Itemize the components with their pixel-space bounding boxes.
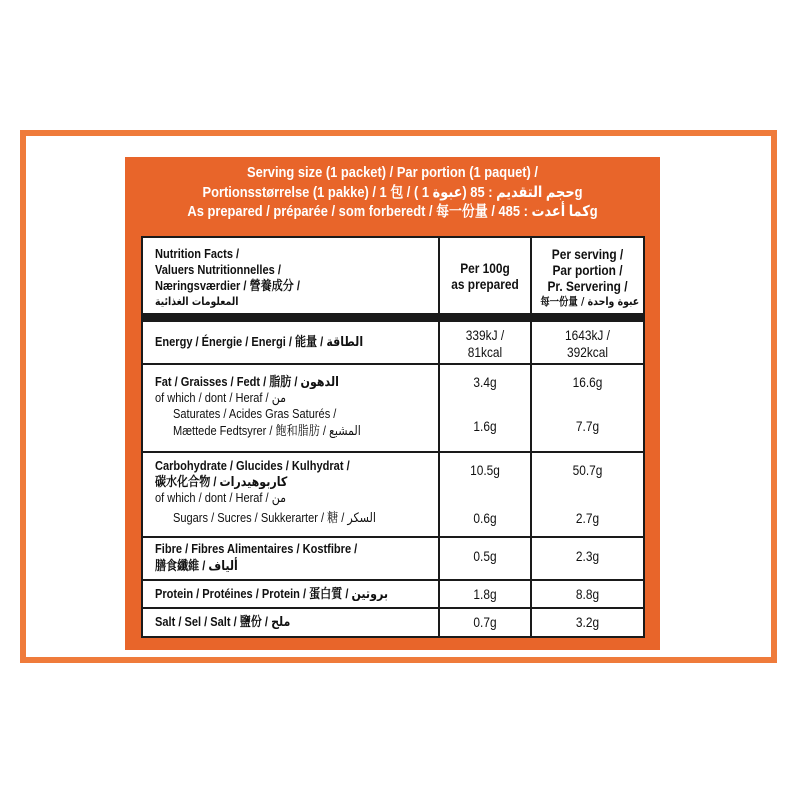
fibre-serving: 2.3g <box>575 548 600 564</box>
protein-serving: 8.8g <box>575 586 600 602</box>
nutrition-table <box>141 236 645 638</box>
sugars-serving: 2.7g <box>575 510 600 526</box>
fibre-label-2: 膳食纖維 / ألياف <box>155 558 238 573</box>
row-divider-protein <box>143 607 643 609</box>
protein-label: Protein / Protéines / Protein / 蛋白質 / بروتين <box>155 586 388 601</box>
column-divider-1 <box>438 238 440 636</box>
header-divider <box>143 313 643 322</box>
row-divider-carb <box>143 536 643 538</box>
fat-of-which-label: of which / dont / Heraf / من <box>155 390 287 405</box>
serving-size-header <box>162 163 622 222</box>
per-100g-header-2: as prepared <box>451 276 519 292</box>
protein-per100: 1.8g <box>473 586 497 602</box>
salt-per100: 0.7g <box>473 614 497 630</box>
energy-per100-kj: 339kJ / <box>465 327 505 343</box>
carbohydrate-per100: 10.5g <box>470 462 500 478</box>
per-100g-header-1: Per 100g <box>460 260 510 276</box>
energy-serving-kj: 1643kJ / <box>565 327 610 343</box>
salt-label: Salt / Sel / Salt / 鹽份 / ملح <box>155 614 291 629</box>
serving-size-line-2: Portionsstørrelse (1 pakke) / 1 包 / ( 1 عبوة) حجم التقديم : 85g <box>202 183 583 201</box>
salt-serving: 3.2g <box>575 614 600 630</box>
sugars-label: Sugars / Sucres / Sukkerarter / 糖 / السكر <box>173 510 376 525</box>
per-serving-header-2: Par portion / <box>552 262 623 278</box>
fibre-per100: 0.5g <box>473 548 497 564</box>
fat-serving: 16.6g <box>572 374 603 390</box>
per-serving-header-1: Per serving / <box>551 246 624 262</box>
row-divider-energy <box>143 363 643 365</box>
energy-label: Energy / Énergie / Energi / 能量 / الطاقة <box>155 334 364 349</box>
per-serving-header-4: 每一份量 / عبوة واحدة <box>540 295 640 308</box>
nutrition-facts-header-3: Næringsværdier / 營養成分 / <box>155 278 300 293</box>
saturates-per100: 1.6g <box>473 418 497 434</box>
carbohydrate-serving: 50.7g <box>572 462 603 478</box>
nutrition-facts-header-4: المعلومات الغذائية <box>155 295 239 308</box>
carbohydrate-label-2: 碳水化合物 / كاربوهيدرات <box>155 474 288 489</box>
energy-serving-kcal: 392kcal <box>566 344 609 360</box>
fat-label: Fat / Graisses / Fedt / 脂肪 / الدهون <box>155 374 339 389</box>
carb-of-which-label: of which / dont / Heraf / من <box>155 490 287 505</box>
saturates-label-2: Mættede Fedtsyrer / 飽和脂肪 / المشبع <box>173 423 361 438</box>
row-divider-fibre <box>143 579 643 581</box>
per-serving-header-3: Pr. Servering / <box>547 278 628 294</box>
carbohydrate-label-1: Carbohydrate / Glucides / Kulhydrat / <box>155 458 350 473</box>
sugars-per100: 0.6g <box>473 510 497 526</box>
serving-size-line-1: Serving size (1 packet) / Par portion (1 paquet) / <box>246 164 539 181</box>
serving-size-line-3: As prepared / préparée / som forberedt / 每一份量 / كما أعدت : 485g <box>187 203 598 220</box>
nutrition-facts-header-2: Valuers Nutritionnelles / <box>155 262 281 277</box>
nutrition-facts-header-1: Nutrition Facts / <box>155 246 240 261</box>
row-divider-fat <box>143 451 643 453</box>
fibre-label-1: Fibre / Fibres Alimentaires / Kostfibre / <box>155 541 358 556</box>
energy-per100-kcal: 81kcal <box>467 344 503 360</box>
column-divider-2 <box>530 238 532 636</box>
saturates-serving: 7.7g <box>575 418 600 434</box>
fat-per100: 3.4g <box>473 374 497 390</box>
saturates-label-1: Saturates / Acides Gras Saturés / <box>173 406 337 421</box>
